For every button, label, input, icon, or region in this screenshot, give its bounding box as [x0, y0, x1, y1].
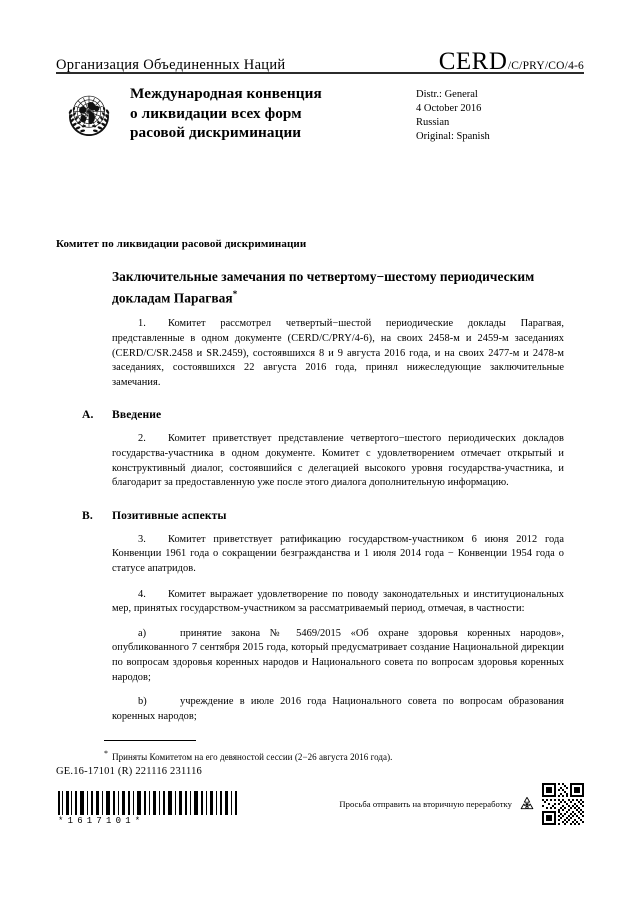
footnote-mark: * [104, 749, 109, 758]
barcode [56, 791, 242, 815]
list-item [112, 627, 564, 685]
distribution-block [416, 83, 584, 144]
paragraph-number: 1. [138, 318, 146, 330]
masthead [56, 48, 584, 144]
paragraph [112, 317, 564, 390]
document-symbol-main: CERD [438, 48, 508, 75]
page-title [112, 268, 564, 306]
section-title-b: Позитивные аспекты [112, 508, 227, 522]
convention-title-line-1: Международная конвенция [130, 85, 322, 102]
footnote-separator [104, 740, 196, 741]
qr-code [542, 783, 584, 825]
paragraph-text: Комитет выражает удовлетворение по поводу законодательных и институциональных мер, принятых государством-участником за рассматриваемый период, отмечая, в частности: [112, 588, 564, 615]
committee-name: Комитет по ликвидации расовой дискриминации [56, 238, 307, 250]
list-item-marker: a) [138, 627, 147, 639]
masthead-body [56, 83, 584, 144]
distribution-language: Russian [416, 117, 450, 128]
paragraph [112, 533, 564, 577]
list-item-marker: b) [138, 696, 147, 708]
distribution-distr: Distr.: General [416, 89, 478, 100]
paragraph-text: Комитет приветствует ратификацию государством-участником 6 июня 2012 года Конвенции 1961 года о сокращении безгражданства и 1 июля 2014 года − Конвенции 1954 года о статусе апатридов. [112, 533, 564, 574]
section-letter-a: A. [82, 408, 94, 422]
convention-title-line-2: о ликвидации всех форм [130, 104, 302, 122]
page-footer [56, 766, 584, 826]
footnote-area [56, 740, 584, 763]
paragraph-number: 2. [138, 433, 146, 445]
section-heading-b [82, 509, 564, 522]
paragraph [112, 432, 564, 490]
convention-title [130, 83, 408, 144]
footnote-text: Приняты Комитетом на его девяностой сессии (2−26 августа 2016 года). [112, 752, 393, 762]
title-footnote-mark: * [232, 288, 238, 299]
un-emblem [60, 85, 118, 143]
recycling-notice [339, 783, 584, 826]
list-item-text: учреждение в июле 2016 года Национального совета по вопросам образования коренных народов; [112, 696, 564, 722]
recycling-text: Просьба отправить на вторичную переработку [339, 799, 512, 809]
list-item-text: принятие закона № 5469/2015 «Об охране здоровья коренных народов», опубликованного 7 сентября 2015 года, который предусматривает создание Национальной дирекции по вопросам здоровья коренных народов и Национального совета по вопросам здоровья коренных народов; [112, 627, 564, 683]
organization-name: Организация Объединенных Наций [56, 57, 286, 73]
footer-row [56, 783, 584, 826]
paragraph-number: 3. [138, 533, 146, 545]
document-symbol-suffix: /C/PRY/CO/4-6 [507, 60, 584, 72]
page-title-text: Заключительные замечания по четвертому−шестому периодическим докладам Парагвая [112, 269, 535, 305]
document-symbol [439, 48, 584, 76]
convention-title-line-3: расовой дискриминации [130, 124, 302, 141]
section-title-a: Введение [112, 408, 162, 422]
recycle-icon [517, 795, 537, 813]
paragraph [112, 588, 564, 617]
distribution-original: Original: Spanish [416, 131, 490, 142]
section-heading-a [82, 408, 564, 421]
list-item [112, 695, 564, 724]
barcode-text: *1617101* [58, 816, 145, 826]
masthead-top-row [56, 48, 584, 75]
paragraph-text: Комитет приветствует представление четвертого−шестого периодических докладов государства-участника в одном документе. Комитет с удовлетворением отмечает открытый и конструктивный диалог, состоявшийся с делегацией высокого уровня государства-участника, и благодарит за предоставленную уже после этого диалога дополнительную информацию. [112, 433, 564, 489]
footnote [104, 748, 584, 763]
document-body [56, 268, 566, 724]
section-letter-b: B. [82, 508, 93, 522]
paragraph-number: 4. [138, 588, 146, 600]
job-number: GE.16-17101 (R) 221116 231116 [56, 766, 202, 777]
distribution-date: 4 October 2016 [416, 103, 482, 114]
paragraph-text: Комитет рассмотрел четвертый−шестой периодические доклады Парагвая, представленные в одном документе (CERD/C/PRY/4-6), на своих 2458-м и 2459-м заседаниях (CERD/C/SR.2458 и SR.2459), состоявшихся 8 и 9 августа 2016 года, и на своих 2477-м и 2478-м заседаниях, состоявшихся 22 августа 2016 года, принял нижеследующие заключительные замечания. [112, 318, 564, 388]
barcode-block [56, 791, 252, 826]
